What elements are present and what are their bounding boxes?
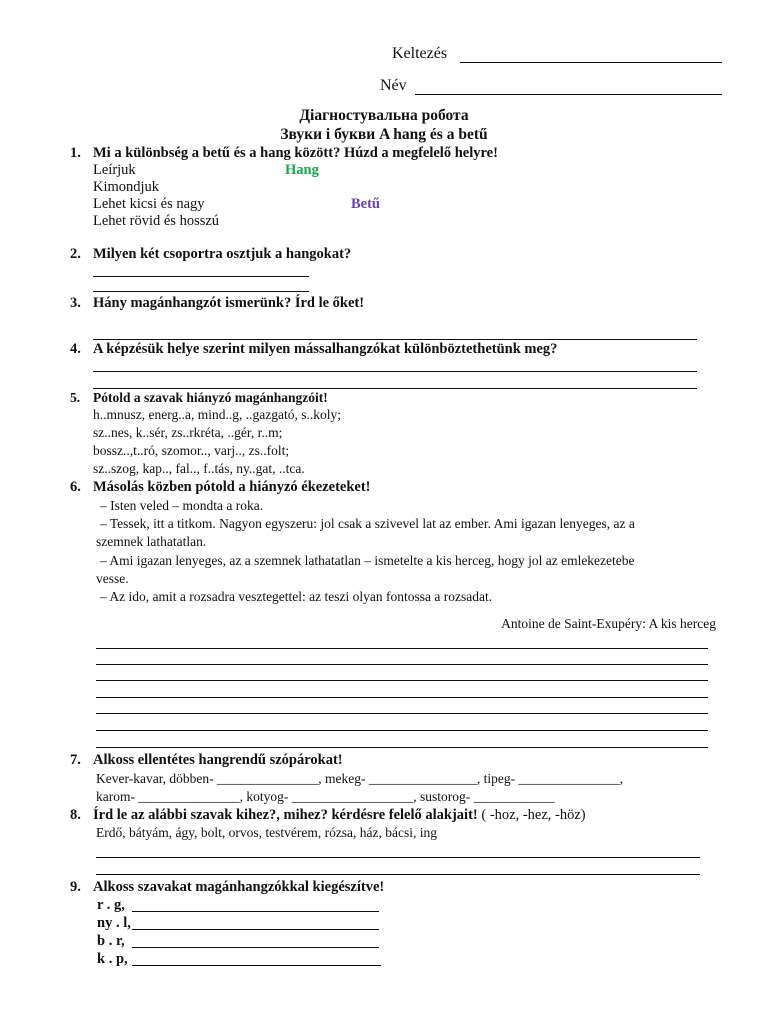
q1-drop-target-betu[interactable]: Betű	[351, 196, 380, 212]
q5-line: sz..szog, kap.., fal.., f..tás, ny..gat, ..tca.	[93, 461, 305, 476]
q6-line: – Ami igazan lenyeges, az a szemnek lathatatlan – ismetelte a kis herceg, hogy jol az emlekezetebe	[100, 553, 635, 568]
q4-question: A képzésük helye szerint milyen mássalhangzókat különböztethetünk meg?	[93, 341, 558, 357]
q1-item[interactable]: Kimondjuk	[93, 179, 160, 195]
q6-answer-line[interactable]	[96, 697, 708, 698]
q9-answer-line[interactable]	[132, 965, 381, 966]
q2-question: Milyen két csoportra osztjuk a hangokat?	[93, 246, 352, 262]
q9-item: r . g,	[97, 897, 125, 913]
q7-line[interactable]: Kever-kavar, döbben- _______________, mekeg- ________________, tipeg- _______________,	[96, 771, 624, 786]
q2-answer-line[interactable]	[93, 291, 309, 292]
q8-answer-line[interactable]	[96, 857, 700, 858]
q7-line[interactable]: karom- _______________, kotyog- __________________, sustorog- ____________	[96, 789, 555, 804]
title-line-2: Звуки і букви A hang és a betű	[280, 126, 488, 143]
q7-question: Alkoss ellentétes hangrendű szópárokat!	[93, 752, 343, 768]
q9-item: k . p,	[97, 951, 128, 967]
q5-line: h..mnusz, energ..a, mind..g, ..gazgató, s..koly;	[93, 407, 341, 422]
date-field[interactable]	[460, 62, 722, 63]
q6-line: – Tessek, itt a titkom. Nagyon egyszeru: jol csak a szivevel lat az ember. Ami igazan lenyeges, az a	[100, 516, 635, 531]
q1-item[interactable]: Leírjuk	[93, 162, 136, 178]
q5-line: bossz..,t..ró, szomor.., varj.., zs..folt;	[93, 443, 290, 458]
name-field[interactable]	[415, 94, 722, 95]
q6-line: vesse.	[96, 571, 129, 586]
q2-answer-line[interactable]	[93, 276, 309, 277]
q1-item[interactable]: Lehet rövid és hosszú	[93, 213, 220, 229]
q9-answer-line[interactable]	[132, 929, 379, 930]
q6-answer-line[interactable]	[96, 747, 708, 748]
q1-question: Mi a különbség a betű és a hang között? Húzd a megfelelő helyre!	[93, 145, 498, 161]
title-line-1: Діагностувальна робота	[299, 107, 469, 124]
q5-line: sz..nes, k..sér, zs..rkréta, ..gér, r..m;	[93, 425, 283, 440]
q3-answer-line[interactable]	[93, 339, 697, 340]
q6-answer-line[interactable]	[96, 713, 708, 714]
q8-words: Erdő, bátyám, ágy, bolt, orvos, testvérem, rózsa, ház, bácsi, ing	[96, 825, 438, 840]
q8-answer-line[interactable]	[96, 874, 700, 875]
q4-number: 4.	[70, 341, 81, 357]
q8-question-suffix: ( -hoz, -hez, -höz)	[477, 807, 586, 823]
q6-line: – Az ido, amit a rozsadra vesztegettel: az teszi olyan fontossa a rozsadat.	[100, 589, 493, 604]
date-label: Keltezés	[392, 45, 448, 62]
q1-number: 1.	[70, 145, 81, 161]
q9-question: Alkoss szavakat magánhangzókkal kiegészítve!	[93, 879, 385, 895]
q8-number: 8.	[70, 807, 81, 823]
q9-number: 9.	[70, 879, 81, 895]
q4-answer-line[interactable]	[93, 371, 697, 372]
q5-question: Pótold a szavak hiányzó magánhangzóit!	[93, 390, 328, 405]
q8-question-text: Írd le az alábbi szavak kihez?, mihez? kérdésre felelő alakjait!	[93, 807, 478, 823]
q9-item: b . r,	[97, 933, 125, 949]
q6-answer-line[interactable]	[96, 648, 708, 649]
q6-answer-line[interactable]	[96, 664, 708, 665]
q9-answer-line[interactable]	[132, 911, 379, 912]
q5-number: 5.	[70, 390, 81, 405]
q6-question: Másolás közben pótold a hiányzó ékezeteket!	[93, 479, 371, 495]
q3-number: 3.	[70, 295, 81, 311]
q6-line: – Isten veled – mondta a roka.	[100, 498, 264, 513]
q7-number: 7.	[70, 752, 81, 768]
name-label: Név	[380, 77, 407, 94]
q6-attribution: Antoine de Saint-Exupéry: A kis herceg	[501, 616, 716, 631]
q6-number: 6.	[70, 479, 81, 495]
q9-answer-line[interactable]	[132, 947, 379, 948]
q6-line: szemnek lathatatlan.	[96, 534, 207, 549]
q9-item: ny . l,	[97, 915, 131, 931]
q6-answer-line[interactable]	[96, 680, 708, 681]
q6-answer-line[interactable]	[96, 730, 708, 731]
q1-drop-target-hang[interactable]: Hang	[285, 162, 319, 178]
q8-question	[93, 807, 586, 824]
q2-number: 2.	[70, 246, 81, 262]
q1-item[interactable]: Lehet kicsi és nagy	[93, 196, 205, 212]
q4-answer-line[interactable]	[93, 388, 697, 389]
q3-question: Hány magánhangzót ismerünk? Írd le őket!	[93, 295, 365, 311]
